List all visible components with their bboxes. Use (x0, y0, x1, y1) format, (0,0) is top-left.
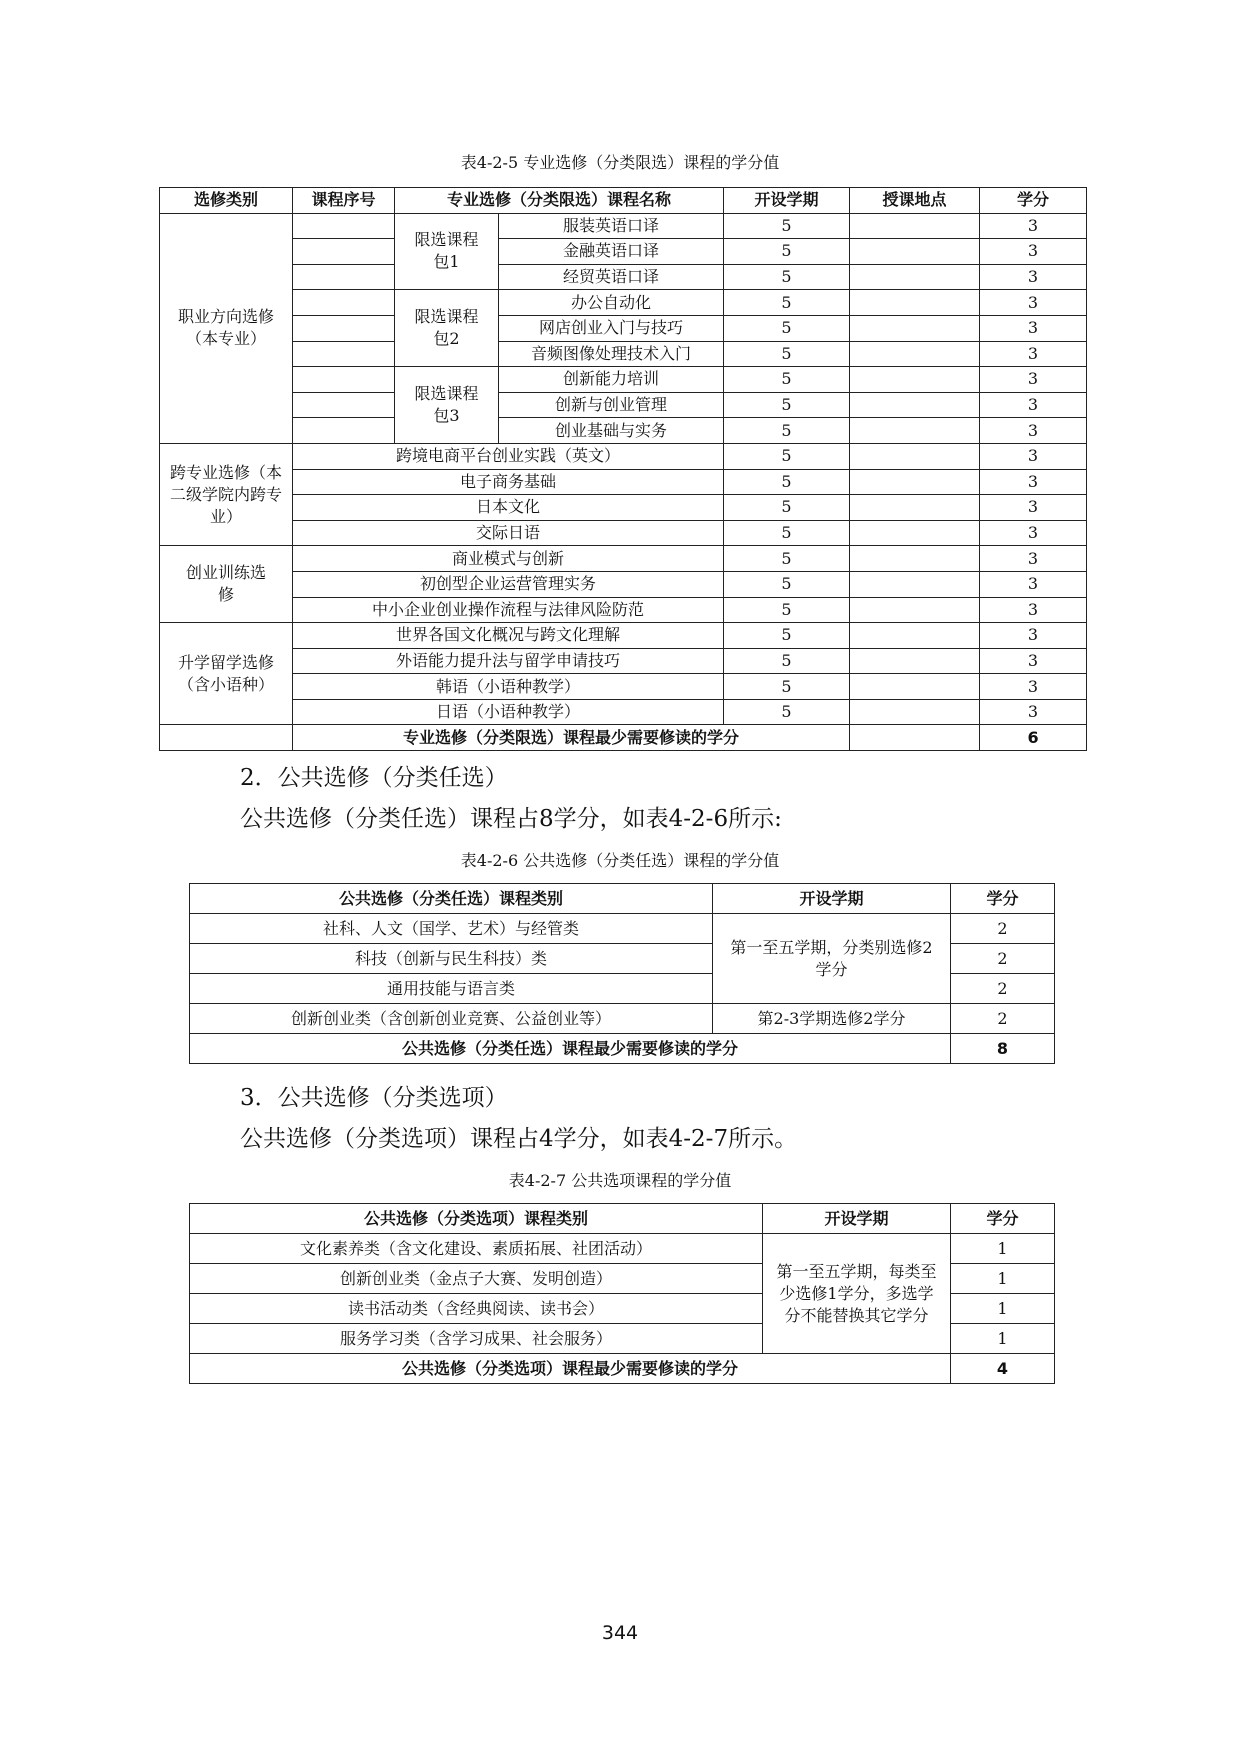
credit-cell: 3 (980, 597, 1087, 623)
credit-cell: 3 (980, 315, 1087, 341)
table-row (160, 623, 1087, 649)
course-no-cell (293, 341, 395, 367)
header-term: 开设学期 (713, 884, 951, 914)
location-cell (850, 699, 980, 725)
category-cell: 通用技能与语言类 (190, 974, 713, 1004)
category-cell: 科技（创新与民生科技）类 (190, 944, 713, 974)
credit-cell: 2 (951, 944, 1055, 974)
credit-cell: 3 (980, 571, 1087, 597)
package-cell: 限选课程包3 (395, 367, 499, 444)
course-name-cell: 网店创业入门与技巧 (499, 315, 724, 341)
term-cell: 第一至五学期，每类至少选修1学分，多选学分不能替换其它学分 (763, 1234, 951, 1354)
term-cell: 5 (724, 443, 850, 469)
term-cell: 5 (724, 418, 850, 444)
total-value: 4 (951, 1354, 1055, 1384)
term-cell: 5 (724, 495, 850, 521)
credit-cell: 3 (980, 495, 1087, 521)
table-row (160, 469, 1087, 495)
location-cell (850, 520, 980, 546)
course-no-cell (293, 264, 395, 290)
total-label: 专业选修（分类限选）课程最少需要修读的学分 (293, 725, 850, 751)
term-cell: 5 (724, 674, 850, 700)
table2-caption: 表4-2-6 公共选修（分类任选）课程的学分值 (460, 851, 780, 870)
header-credit: 学分 (951, 884, 1055, 914)
location-cell (850, 443, 980, 469)
course-no-cell (293, 213, 395, 239)
category-cell: 读书活动类（含经典阅读、读书会） (190, 1294, 763, 1324)
table-row (160, 520, 1087, 546)
table-row (160, 418, 1087, 444)
location-cell (850, 290, 980, 316)
category-cell: 文化素养类（含文化建设、素质拓展、社团活动） (190, 1234, 763, 1264)
table-row (160, 443, 1087, 469)
section3-text: 公共选修（分类选项）课程占4学分，如表4-2-7所示。 (240, 1126, 798, 1152)
table-row (160, 315, 1087, 341)
term-cell: 5 (724, 392, 850, 418)
header-category: 公共选修（分类选项）课程类别 (190, 1204, 763, 1234)
total-row (190, 1034, 1055, 1064)
table-row (160, 571, 1087, 597)
credit-cell: 3 (980, 418, 1087, 444)
credit-cell: 3 (980, 623, 1087, 649)
term-cell: 5 (724, 239, 850, 265)
credit-cell: 1 (951, 1324, 1055, 1354)
credit-cell: 3 (980, 264, 1087, 290)
course-name-cell: 外语能力提升法与留学申请技巧 (293, 648, 724, 674)
credit-cell: 3 (980, 290, 1087, 316)
credit-cell: 3 (980, 546, 1087, 572)
term-cell: 5 (724, 315, 850, 341)
location-cell (850, 546, 980, 572)
credit-cell: 1 (951, 1264, 1055, 1294)
course-name-cell: 世界各国文化概况与跨文化理解 (293, 623, 724, 649)
term-cell: 第一至五学期，分类别选修2学分 (713, 914, 951, 1004)
course-name-cell: 中小企业创业操作流程与法律风险防范 (293, 597, 724, 623)
credit-cell: 2 (951, 914, 1055, 944)
course-no-cell (293, 290, 395, 316)
course-name-cell: 电子商务基础 (293, 469, 724, 495)
credit-cell: 3 (980, 469, 1087, 495)
credit-cell: 3 (980, 367, 1087, 393)
location-cell (850, 213, 980, 239)
header-course-name: 专业选修（分类限选）课程名称 (395, 188, 724, 214)
category-cell: 职业方向选修（本专业） (160, 213, 293, 443)
location-cell (850, 571, 980, 597)
table-row (190, 1234, 1055, 1264)
category-cell: 跨专业选修（本二级学院内跨专业） (160, 443, 293, 545)
table-4-2-5 (159, 187, 1087, 751)
table-row (160, 699, 1087, 725)
location-cell (850, 367, 980, 393)
location-cell (850, 264, 980, 290)
table-row (190, 914, 1055, 944)
table-row (160, 495, 1087, 521)
term-cell: 5 (724, 623, 850, 649)
category-cell: 社科、人文（国学、艺术）与经管类 (190, 914, 713, 944)
course-no-cell (293, 315, 395, 341)
term-cell: 5 (724, 520, 850, 546)
total-label: 公共选修（分类选项）课程最少需要修读的学分 (190, 1354, 951, 1384)
course-name-cell: 交际日语 (293, 520, 724, 546)
credit-cell: 3 (980, 341, 1087, 367)
course-name-cell: 服装英语口译 (499, 213, 724, 239)
course-no-cell (293, 418, 395, 444)
credit-cell: 3 (980, 648, 1087, 674)
table-4-2-7 (189, 1203, 1055, 1384)
header-term: 开设学期 (763, 1204, 951, 1234)
header-course-no: 课程序号 (293, 188, 395, 214)
location-cell (850, 674, 980, 700)
table-row (160, 367, 1087, 393)
category-cell: 升学留学选修（含小语种） (160, 623, 293, 725)
course-name-cell: 跨境电商平台创业实践（英文） (293, 443, 724, 469)
course-name-cell: 韩语（小语种教学） (293, 674, 724, 700)
course-name-cell: 办公自动化 (499, 290, 724, 316)
course-name-cell: 创新与创业管理 (499, 392, 724, 418)
term-cell: 5 (724, 469, 850, 495)
course-name-cell: 商业模式与创新 (293, 546, 724, 572)
location-cell (850, 469, 980, 495)
location-cell (850, 623, 980, 649)
term-cell: 5 (724, 648, 850, 674)
location-cell (850, 597, 980, 623)
section3-heading: 3．公共选修（分类选项） (240, 1085, 508, 1111)
course-name-cell: 金融英语口译 (499, 239, 724, 265)
course-name-cell: 创业基础与实务 (499, 418, 724, 444)
empty-cell (160, 725, 293, 751)
credit-cell: 3 (980, 674, 1087, 700)
table-row (160, 546, 1087, 572)
category-cell: 创新创业类（含创新创业竞赛、公益创业等） (190, 1004, 713, 1034)
term-cell: 5 (724, 264, 850, 290)
course-name-cell: 日语（小语种教学） (293, 699, 724, 725)
table-row (190, 1004, 1055, 1034)
table-row (160, 341, 1087, 367)
table-row (160, 239, 1087, 265)
credit-cell: 3 (980, 699, 1087, 725)
header-term: 开设学期 (724, 188, 850, 214)
table-row (160, 648, 1087, 674)
term-cell: 5 (724, 699, 850, 725)
location-cell (850, 341, 980, 367)
location-cell (850, 495, 980, 521)
total-label: 公共选修（分类任选）课程最少需要修读的学分 (190, 1034, 951, 1064)
credit-cell: 3 (980, 443, 1087, 469)
total-value: 8 (951, 1034, 1055, 1064)
course-name-cell: 创新能力培训 (499, 367, 724, 393)
table-row (160, 674, 1087, 700)
section2-heading: 2．公共选修（分类任选） (240, 765, 508, 791)
header-credit: 学分 (951, 1204, 1055, 1234)
course-no-cell (293, 392, 395, 418)
category-cell: 服务学习类（含学习成果、社会服务） (190, 1324, 763, 1354)
credit-cell: 1 (951, 1294, 1055, 1324)
location-cell (850, 648, 980, 674)
package-cell: 限选课程包1 (395, 213, 499, 290)
table1-caption: 表4-2-5 专业选修（分类限选）课程的学分值 (460, 153, 780, 172)
table-row (160, 290, 1087, 316)
credit-cell: 3 (980, 392, 1087, 418)
total-row (160, 725, 1087, 751)
term-cell: 5 (724, 341, 850, 367)
term-cell: 5 (724, 290, 850, 316)
course-name-cell: 音频图像处理技术入门 (499, 341, 724, 367)
course-no-cell (293, 367, 395, 393)
location-cell (850, 418, 980, 444)
table-4-2-6 (189, 883, 1055, 1064)
course-name-cell: 初创型企业运营管理实务 (293, 571, 724, 597)
header-category: 选修类别 (160, 188, 293, 214)
credit-cell: 3 (980, 520, 1087, 546)
term-cell: 第2-3学期选修2学分 (713, 1004, 951, 1034)
course-name-cell: 日本文化 (293, 495, 724, 521)
page-number: 344 (601, 1622, 639, 1644)
credit-cell: 1 (951, 1234, 1055, 1264)
table-row (160, 213, 1087, 239)
table-row (160, 392, 1087, 418)
table-row (160, 597, 1087, 623)
empty-cell (850, 725, 980, 751)
header-credit: 学分 (980, 188, 1087, 214)
course-name-cell: 经贸英语口译 (499, 264, 724, 290)
term-cell: 5 (724, 571, 850, 597)
term-cell: 5 (724, 597, 850, 623)
credit-cell: 3 (980, 213, 1087, 239)
credit-cell: 3 (980, 239, 1087, 265)
credit-cell: 2 (951, 1004, 1055, 1034)
total-value: 6 (980, 725, 1087, 751)
total-row (190, 1354, 1055, 1384)
table-row (160, 264, 1087, 290)
credit-cell: 2 (951, 974, 1055, 1004)
term-cell: 5 (724, 367, 850, 393)
location-cell (850, 315, 980, 341)
course-no-cell (293, 239, 395, 265)
header-location: 授课地点 (850, 188, 980, 214)
term-cell: 5 (724, 546, 850, 572)
header-category: 公共选修（分类任选）课程类别 (190, 884, 713, 914)
location-cell (850, 392, 980, 418)
term-cell: 5 (724, 213, 850, 239)
category-cell: 创业训练选修 (160, 546, 293, 623)
section2-text: 公共选修（分类任选）课程占8学分，如表4-2-6所示: (240, 806, 782, 832)
category-cell: 创新创业类（金点子大赛、发明创造） (190, 1264, 763, 1294)
location-cell (850, 239, 980, 265)
package-cell: 限选课程包2 (395, 290, 499, 367)
table3-caption: 表4-2-7 公共选项课程的学分值 (508, 1171, 732, 1190)
